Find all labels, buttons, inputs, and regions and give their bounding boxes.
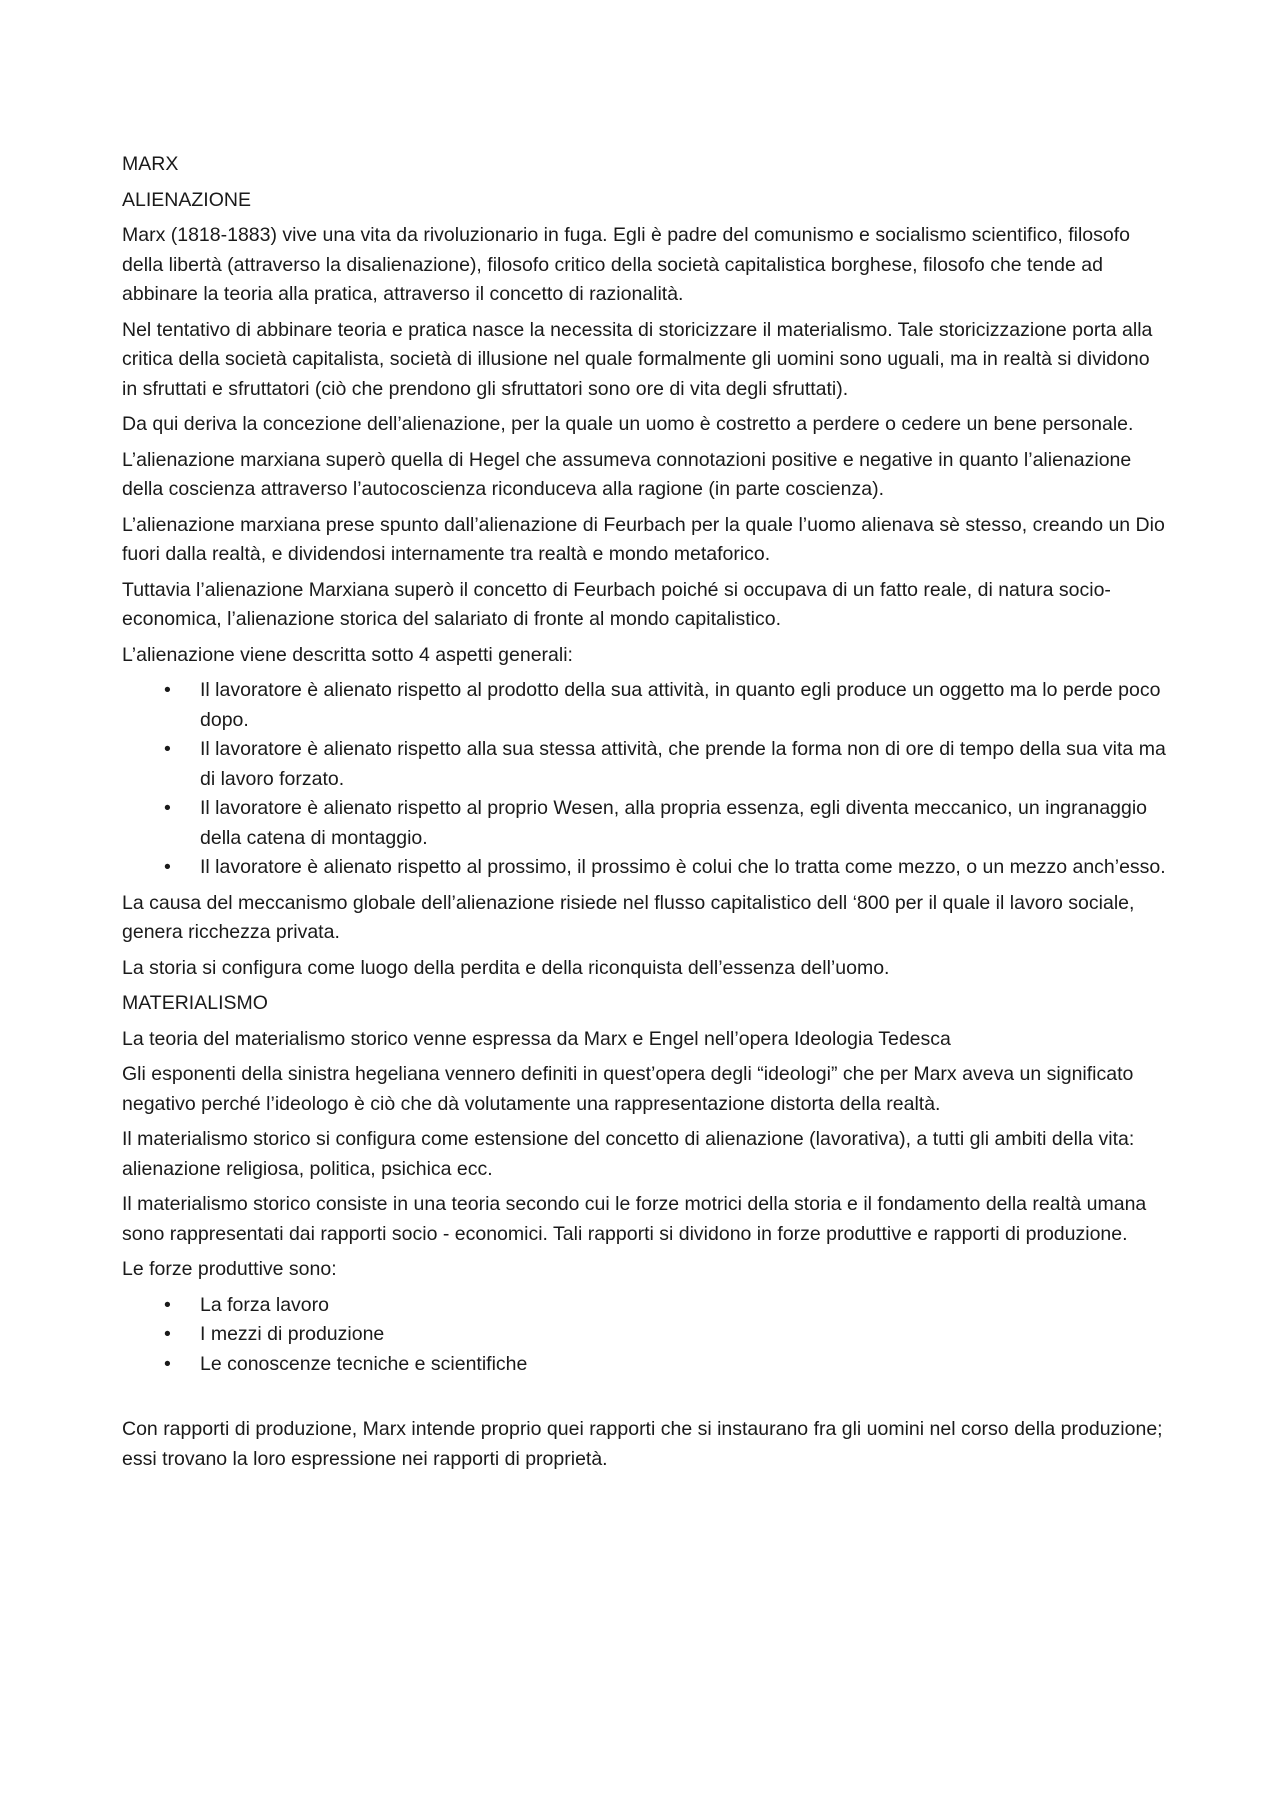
paragraph: Gli esponenti della sinistra hegeliana vennero definiti in quest’opera degli “ideologi” che per Marx aveva un significato negativo perché l’ideologo è ciò che dà volutamente una rappresentazione distorta della realtà.	[122, 1063, 1134, 1115]
paragraph: L’alienazione marxiana superò quella di Hegel che assumeva connotazioni positive e negative in quanto l’alienazione della coscienza attraverso l’autocoscienza riconduceva alla ragione (in parte coscienza).	[122, 448, 1132, 500]
paragraph: L’alienazione marxiana prese spunto dall’alienazione di Feurbach per la quale l’uomo alienava sè stesso, creando un Dio fuori dalla realtà, e dividendosi internamente tra realtà e mondo metaforico.	[122, 513, 1165, 565]
list-item	[122, 853, 1166, 883]
bullet-icon: •	[164, 679, 171, 701]
bullet-icon: •	[164, 1323, 171, 1345]
paragraph: Marx (1818-1883) vive una vita da rivoluzionario in fuga. Egli è padre del comunismo e socialismo scientifico, filosofo della libertà (attraverso la disalienazione), filosofo critico della società capitalistica borghese, filosofo che tende ad abbinare la teoria alla pratica, attraverso il concetto di razionalità.	[122, 224, 1131, 305]
paragraph: Con rapporti di produzione, Marx intende proprio quei rapporti che si instaurano fra gli uomini nel corso della produzione; essi trovano la loro espressione nei rapporti di proprietà.	[122, 1418, 1163, 1470]
productive-forces-list	[122, 1291, 1166, 1380]
list-item-text: Le conoscenze tecniche e scientifiche	[200, 1352, 528, 1375]
bullet-icon: •	[164, 738, 171, 760]
section-heading-alienazione: ALIENAZIONE	[122, 188, 251, 211]
list-item	[122, 735, 1166, 794]
paragraph: La causa del meccanismo globale dell’alienazione risiede nel flusso capitalistico dell ‘800 per il quale il lavoro sociale, genera ricchezza privata.	[122, 891, 1135, 943]
bullet-icon: •	[164, 1352, 171, 1375]
list-item	[122, 676, 1166, 735]
bullet-icon: •	[164, 1293, 171, 1316]
bullet-icon: •	[164, 856, 171, 878]
list-item	[122, 1320, 1166, 1350]
empty-line	[122, 1385, 1166, 1415]
document-page	[122, 150, 1166, 1480]
paragraph: Da qui deriva la concezione dell’alienazione, per la quale un uomo è costretto a perdere o cedere un bene personale.	[122, 413, 1134, 435]
paragraph: La storia si configura come luogo della perdita e della riconquista dell’essenza dell’uomo.	[122, 956, 890, 979]
paragraph: Il materialismo storico si configura come estensione del concetto di alienazione (lavorativa), a tutti gli ambiti della vita: alienazione religiosa, politica, psichica ecc.	[122, 1128, 1135, 1180]
paragraph: Tuttavia l’alienazione Marxiana superò il concetto di Feurbach poiché si occupava di un fatto reale, di natura socio-economica, l’alienazione storica del salariato di fronte al mondo capitalistico.	[122, 578, 1111, 630]
list-item	[122, 1291, 1166, 1321]
paragraph: Nel tentativo di abbinare teoria e pratica nasce la necessita di storicizzare il materialismo. Tale storicizzazione porta alla critica della società capitalista, società di illusione nel quale formalmente gli uomini sono uguali, ma in realtà si dividono in sfruttati e sfruttatori (ciò che prendono gli sfruttatori sono ore di vita degli sfruttati).	[122, 318, 1153, 400]
list-item	[122, 1350, 1166, 1380]
paragraph: Il materialismo storico consiste in una teoria secondo cui le forze motrici della storia e il fondamento della realtà umana sono rappresentati dai rapporti socio - economici. Tali rapporti si dividono in forze produttive e rapporti di produzione.	[122, 1193, 1147, 1245]
list-item	[122, 794, 1166, 853]
bullet-icon: •	[164, 797, 171, 819]
list-item-text: Il lavoratore è alienato rispetto alla sua stessa attività, che prende la forma non di ore di tempo della sua vita ma di lavoro forzato.	[200, 738, 1166, 790]
document-title: MARX	[122, 153, 179, 175]
paragraph: La teoria del materialismo storico venne espressa da Marx e Engel nell’opera Ideologia Tedesca	[122, 1027, 951, 1050]
list-item-text: Il lavoratore è alienato rispetto al prossimo, il prossimo è colui che lo tratta come mezzo, o un mezzo anch’esso.	[200, 856, 1166, 878]
list-item-text: La forza lavoro	[200, 1293, 329, 1316]
alienation-aspects-list	[122, 676, 1166, 883]
list-item-text: I mezzi di produzione	[200, 1323, 385, 1345]
list-item-text: Il lavoratore è alienato rispetto al proprio Wesen, alla propria essenza, egli diventa meccanico, un ingranaggio della catena di montaggio.	[200, 797, 1148, 849]
section-heading-materialismo: MATERIALISMO	[122, 992, 268, 1014]
paragraph: L’alienazione viene descritta sotto 4 aspetti generali:	[122, 643, 573, 666]
paragraph: Le forze produttive sono:	[122, 1258, 337, 1280]
list-item-text: Il lavoratore è alienato rispetto al prodotto della sua attività, in quanto egli produce un oggetto ma lo perde poco dopo.	[200, 679, 1161, 731]
